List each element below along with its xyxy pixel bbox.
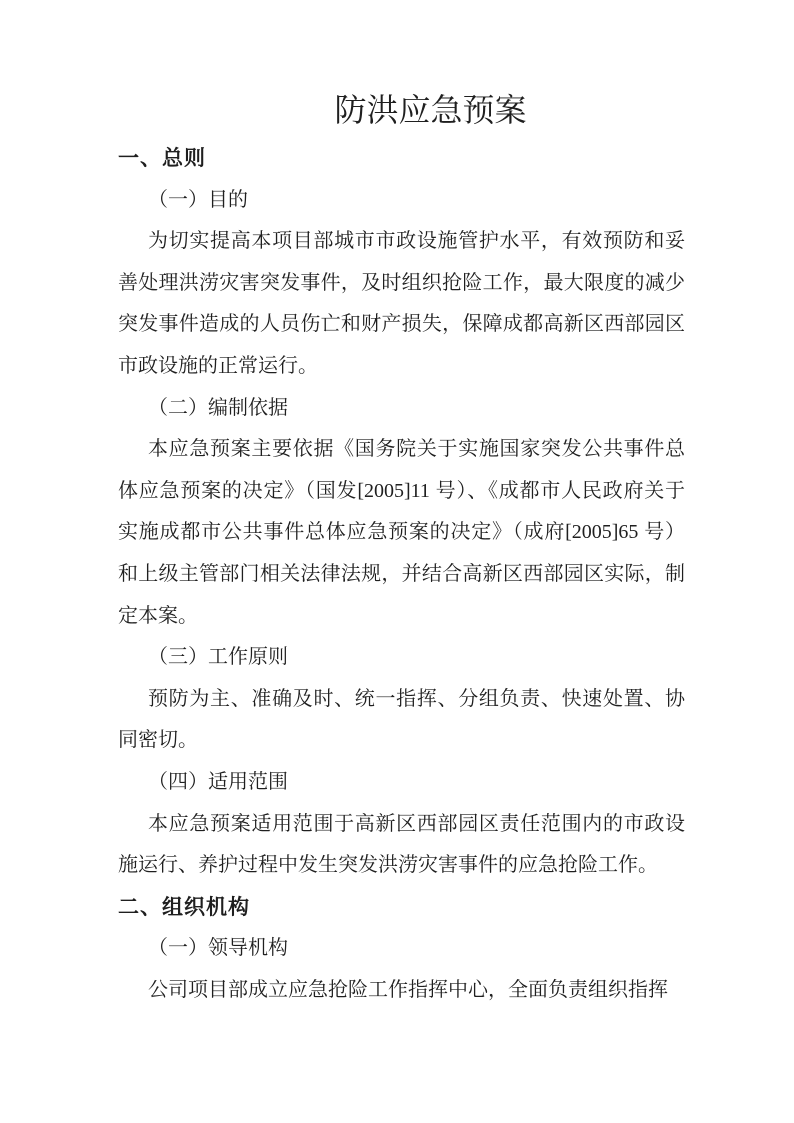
subheading-leadership: （一）领导机构 [148, 937, 288, 960]
section-heading-general-rules: 一、总则 [118, 147, 206, 170]
paragraph-purpose: 为切实提高本项目部城市市政设施管护水平，有效预防和妥善处理洪涝灾害突发事件，及时组织抢险工作，最大限度的减少突发事件造成的人员伤亡和财产损失，保障成都高新区西部园区市政设施的正常运行。 [118, 230, 685, 377]
paragraph-leadership: 公司项目部成立应急抢险工作指挥中心，全面负责组织指挥 [148, 978, 668, 1001]
subheading-purpose: （一）目的 [148, 188, 248, 211]
subheading-scope: （四）适用范围 [148, 770, 288, 793]
subheading-work-principles: （三）工作原则 [148, 646, 288, 669]
document-body [118, 138, 685, 1011]
section-heading-organization: 二、组织机构 [118, 895, 250, 919]
paragraph-compilation-basis: 本应急预案主要依据《国务院关于实施国家突发公共事件总体应急预案的决定》（国发[2005]11 号）、《成都市人民政府关于实施成都市公共事件总体应急预案的决定》（成府[2005]65 号）和上级主管部门相关法律法规，并结合高新区西部园区实际，制定本案。 [118, 438, 685, 627]
paragraph-scope: 本应急预案适用范围于高新区西部园区责任范围内的市政设施运行、养护过程中发生突发洪涝灾害事件的应急抢险工作。 [118, 812, 685, 877]
document-title: 防洪应急预案 [334, 92, 527, 128]
paragraph-work-principles: 预防为主、准确及时、统一指挥、分组负责、快速处置、协同密切。 [118, 687, 685, 752]
subheading-compilation-basis: （二）编制依据 [148, 396, 288, 419]
